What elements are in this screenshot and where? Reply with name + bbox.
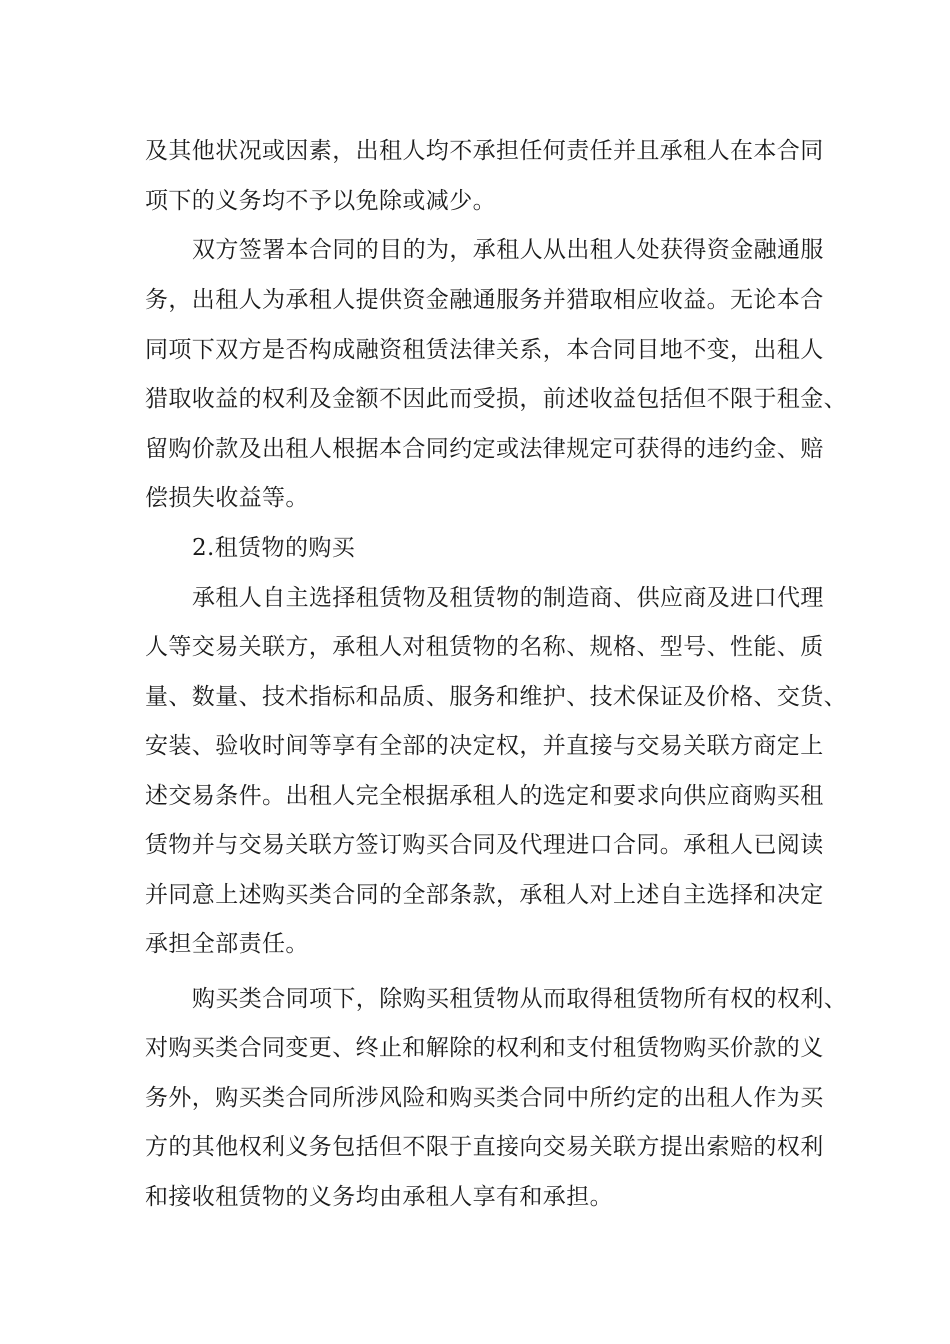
paragraph-line: 承租人自主选择租赁物及租赁物的制造商、供应商及进口代理 <box>192 585 824 611</box>
paragraph-line: 务外，购买类合同所涉风险和购买类合同中所约定的出租人作为买 <box>145 1085 824 1111</box>
section-heading: 2.租赁物的购买 <box>192 535 356 561</box>
paragraph-line: 人等交易关联方，承租人对租赁物的名称、规格、型号、性能、质 <box>145 634 824 660</box>
paragraph-line: 双方签署本合同的目的为，承租人从出租人处获得资金融通服 <box>192 237 824 263</box>
paragraph-line: 安装、验收时间等享有全部的决定权，并直接与交易关联方商定上 <box>145 733 824 759</box>
paragraph-line: 务，出租人为承租人提供资金融通服务并猎取相应收益。无论本合 <box>145 287 824 313</box>
paragraph-line: 和接收租赁物的义务均由承租人享有和承担。 <box>145 1184 613 1210</box>
paragraph-line: 猎取收益的权利及金额不因此而受损，前述收益包括但不限于租金、 <box>145 386 847 412</box>
paragraph-line: 购买类合同项下，除购买租赁物从而取得租赁物所有权的权利、 <box>192 986 848 1012</box>
paragraph-line: 项下的义务均不予以免除或减少。 <box>145 188 496 214</box>
paragraph-line: 量、数量、技术指标和品质、服务和维护、技术保证及价格、交货、 <box>145 684 847 710</box>
paragraph-line: 述交易条件。出租人完全根据承租人的选定和要求向供应商购买租 <box>145 783 824 809</box>
paragraph-line: 同项下双方是否构成融资租赁法律关系，本合同目地不变，出租人 <box>145 337 824 363</box>
paragraph-line: 对购买类合同变更、终止和解除的权利和支付租赁物购买价款的义 <box>145 1035 824 1061</box>
paragraph-line: 承担全部责任。 <box>145 931 309 957</box>
paragraph-line: 留购价款及出租人根据本合同约定或法律规定可获得的违约金、赔 <box>145 436 824 462</box>
paragraph-line: 偿损失收益等。 <box>145 485 309 511</box>
paragraph-line: 及其他状况或因素，出租人均不承担任何责任并且承租人在本合同 <box>145 138 824 164</box>
paragraph-line: 赁物并与交易关联方签订购买合同及代理进口合同。承租人已阅读 <box>145 832 824 858</box>
paragraph-line: 并同意上述购买类合同的全部条款，承租人对上述自主选择和决定 <box>145 882 824 908</box>
paragraph-line: 方的其他权利义务包括但不限于直接向交易关联方提出索赔的权利 <box>145 1134 824 1160</box>
